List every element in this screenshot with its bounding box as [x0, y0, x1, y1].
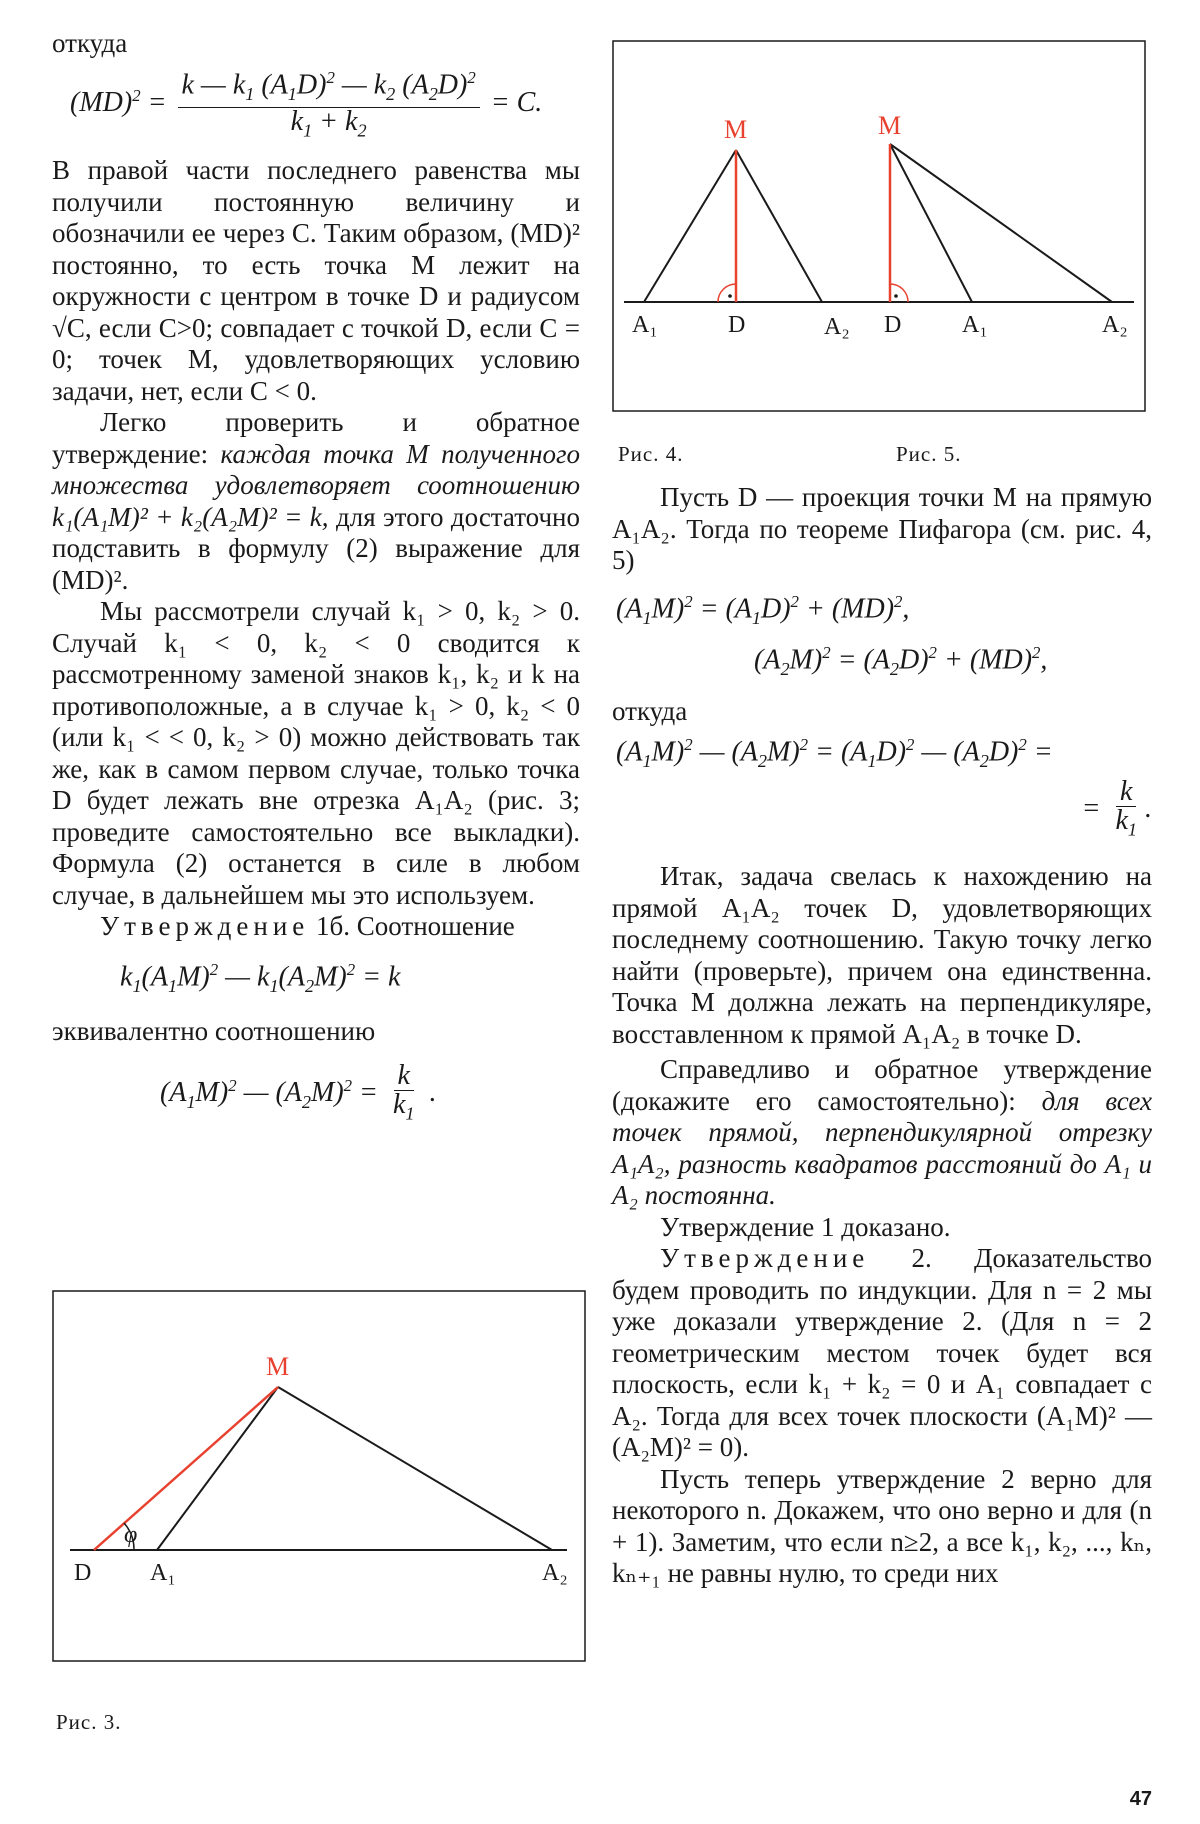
converse-right-italic: для всех точек прямой, перпендикулярной отрезку A₁A₂, разность квадратов расстояний до A₁ и A₂ постоянна. — [612, 1085, 1152, 1211]
fig4-caption: Рис. 4. — [618, 442, 684, 466]
formula-equivalent: $(A_1M)^2$ — $(A_2M)^2$ = $\frac{k}{k_1}$ . — [160, 1059, 437, 1124]
converse-lead: Легко проверить и обратное утверждение: — [52, 407, 580, 469]
fig3-label-m: M — [266, 1352, 290, 1381]
fig3-label-a2: A₂ — [542, 1560, 568, 1586]
statement-2-word: Утверждение — [660, 1243, 870, 1274]
paragraph-statement-2 — [612, 1243, 1152, 1464]
fig5-label-a2: A₂ — [1102, 312, 1128, 338]
fig3-label-a1: A₁ — [150, 1560, 176, 1586]
fig3-caption: Рис. 3. — [56, 1710, 122, 1734]
fig3-label-d: D — [74, 1560, 92, 1586]
paragraph-converse — [52, 407, 580, 596]
statement-1b-rest: 1б. Соотношение — [316, 911, 515, 942]
fig3-label-phi: φ — [124, 1522, 138, 1548]
statement-2-rest: 2. Доказательство будем проводить по индукции. Для n = 2 мы уже доказали утверждение 2. (Для n = 2 геометрическим местом точек будет вся плоскость, если k₁ + k₂ = 0 и A₁ совпадает с A₂. Тогда для всех точек плоскости (A₁M)² — (A₂M)² = 0). — [612, 1243, 1153, 1463]
figure-4-5 — [612, 40, 1146, 412]
fig3-side-a1-m — [157, 1387, 278, 1550]
figure-3 — [52, 1290, 586, 1662]
paragraph-projection: Пусть D — проекция точки M на прямую A₁A₂. Тогда по теореме Пифагора (см. рис. 4, 5) — [612, 482, 1152, 575]
converse-italic: каждая точка M полученного множества удовлетворяет соотношению k₁(A₁M)² + k₂(A₂M)² = k, — [52, 438, 581, 532]
paragraph-cases: Мы рассмотрели случай k₁ > 0, k₂ > 0. Случай k₁ < 0, k₂ < 0 сводится к рассмотренному заменой знаков k₁, k₂ и k на противоположные, а в случае k₁ > 0, k₂ < 0 (или k₁ < < 0, k₂ > 0) можно действовать так же, как в самом первом случае, только точка D будет лежать вне отрезка A₁A₂ (рис. 3; проведите самостоятельно все выкладки). Формула (2) останется в силе в любом случае, в дальнейшем мы это используем. — [52, 596, 580, 910]
fig5-side-a2 — [890, 144, 1112, 302]
formula-md-squared: (MD)$^2$ = $\frac{k — k_1 (A_1D)^2 — k_2 (A_2D)^2}{k_1 + k_2}$ = C. — [70, 64, 580, 146]
word-otkuda: откуда — [52, 28, 128, 58]
word-otkuda-right: откуда — [612, 696, 688, 727]
formula-pythagoras-2: $(A_2M)^2 = (A_2D)^2 + (MD)^2$, — [754, 643, 1048, 680]
fig5-label-m: M — [878, 111, 902, 140]
fig4-side-a2 — [736, 150, 822, 302]
fig5-caption: Рис. 5. — [896, 442, 962, 466]
fig5-right-angle — [890, 284, 908, 302]
right-column — [612, 482, 1152, 1590]
page-number: 47 — [1129, 1788, 1152, 1810]
paragraph-constant-c: В правой части последнего равенства мы получили постоянную величину и обозначили ее через C. Таким образом, (MD)² постоянно, то есть точка M лежит на окружности с центром в точке D и радиусом √C, если C>0; совпадает с точкой D, если C = 0; точек M, удовлетворяющих условию задачи, нет, если C < 0. — [52, 155, 580, 406]
fig4-label-a1: A₁ — [632, 312, 658, 338]
paragraph-statement-1b — [52, 911, 580, 943]
formula-difference-result: = $\frac{k}{k_1}$ . — [1081, 775, 1152, 840]
fig4-label-a2: A₂ — [824, 314, 850, 340]
left-column — [52, 28, 580, 1128]
fig4-label-d: D — [728, 312, 746, 338]
converse-end: для этого достаточно подставить в формулу (2) выражение для (MD)². — [52, 501, 580, 595]
converse-right-lead: Справедливо и обратное утверждение (докажите его самостоятельно): — [612, 1054, 1152, 1116]
formula-pythagoras-1: $(A_1M)^2 = (A_1D)^2 + (MD)^2$, — [616, 591, 910, 628]
fig4-right-angle — [718, 284, 736, 302]
statement-word: Утверждение — [100, 911, 310, 942]
fig4-side-a1 — [644, 150, 736, 302]
fig5-label-d: D — [884, 312, 902, 338]
paragraph-induction: Пусть теперь утверждение 2 верно для некоторого n. Докажем, что оно верно и для (n + 1). Заметим, что если n≥2, а все k₁, k₂, ..., kₙ, kₙ₊₁ не равны нулю, то среди них — [612, 1463, 1152, 1589]
fig5-side-a1 — [890, 144, 972, 302]
paragraph-converse-right — [612, 1054, 1152, 1212]
formula-1b: $k_1(A_1M)^2$ — $k_1(A_2M)^2 = k$ — [120, 959, 401, 996]
fig3-red-segment — [94, 1387, 278, 1550]
formula-difference: $(A_1M)^2$ — $(A_2M)^2 = (A_1D)^2$ — $(A_2D)^2$ = — [616, 734, 1053, 771]
fig3-side-m-a2 — [278, 1387, 552, 1550]
paragraph-reduction: Итак, задача свелась к нахождению на прямой A₁A₂ точек D, удовлетворяющих последнему соотношению. Такую точку легко найти (проверьте), причем она единственна. Точка M должна лежать на перпендикуляре, восставленном к прямой A₁A₂ в точке D. — [612, 861, 1152, 1049]
word-equivalent: эквивалентно соотношению — [52, 1016, 376, 1047]
fig4-label-m: M — [724, 115, 748, 144]
fig5-label-a1: A₁ — [962, 312, 988, 338]
paragraph-proved: Утверждение 1 доказано. — [660, 1211, 951, 1242]
